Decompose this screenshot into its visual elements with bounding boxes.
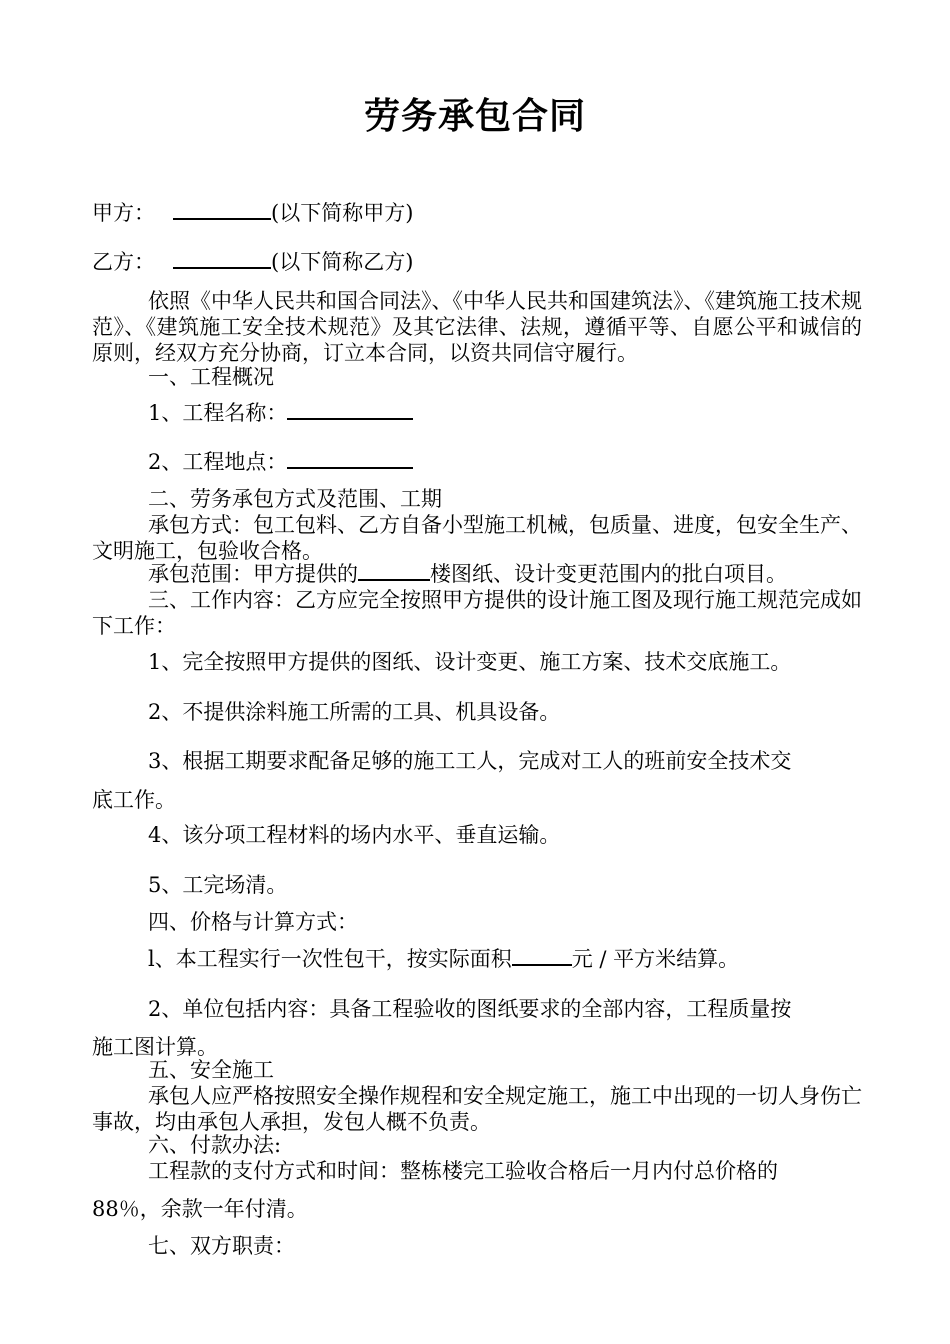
document-title: 劳务承包合同 (363, 95, 586, 137)
party-b-line (92, 249, 862, 275)
work-item-2: 2、不提供涂料施工所需的工具、机具设备。 (148, 700, 561, 724)
party-b-suffix: (以下简称乙方) (271, 250, 414, 274)
project-location-blank (287, 449, 413, 469)
party-a-suffix: (以下简称甲方) (271, 201, 414, 225)
contract-scope-line (148, 561, 862, 587)
unit-price-blank (512, 946, 572, 966)
payment-line-2: 88％，余款一年付清。 (92, 1197, 308, 1221)
contract-scope-label: 承包范围：甲方提供的 (148, 562, 358, 586)
party-a-blank (173, 200, 271, 220)
work-item-3-line-1: 3、根据工期要求配备足够的施工工人，完成对工人的班前安全技术交 (148, 749, 792, 773)
section-6-heading: 六、付款办法: (148, 1133, 282, 1157)
party-a-label: 甲方： (92, 201, 155, 225)
section-7-heading: 七、双方职责： (148, 1234, 295, 1258)
contract-scope-blank (358, 561, 430, 581)
project-name-line (148, 400, 862, 426)
price-item-2-line-1: 2、单位包括内容：具备工程验收的图纸要求的全部内容，工程质量按 (148, 997, 792, 1021)
safety-paragraph: 承包人应严格按照安全操作规程和安全规定施工，施工中出现的一切人身伤亡事故，均由承包人承担，发包人概不负责。 (92, 1084, 862, 1134)
section-4-heading: 四、价格与计算方式： (148, 910, 358, 934)
price-item-1-unit: 元 / 平方米结算。 (571, 947, 740, 971)
contract-method: 承包方式：包工包料、乙方自备小型施工机械，包质量、进度，包安全生产、文明施工，包验收合格。 (92, 513, 862, 563)
section-2-heading: 二、劳务承包方式及范围、工期 (148, 487, 442, 511)
work-item-4: 4、该分项工程材料的场内水平、垂直运输。 (148, 823, 561, 847)
project-location-label: 2、工程地点： (148, 450, 288, 474)
section-5-heading: 五、安全施工 (148, 1058, 274, 1082)
project-name-blank (287, 400, 413, 420)
price-item-1-text: l、本工程实行一次性包干，按实际面积 (148, 947, 512, 971)
work-item-1: 1、完全按照甲方提供的图纸、设计变更、施工方案、技术交底施工。 (148, 650, 792, 674)
section-1-heading: 一、工程概况 (148, 365, 274, 389)
work-item-3-line-2: 底工作。 (92, 788, 176, 812)
payment-line-1: 工程款的支付方式和时间：整栋楼完工验收合格后一月内付总价格的 (148, 1159, 778, 1183)
section-3-heading: 三、工作内容：乙方应完全按照甲方提供的设计施工图及现行施工规范完成如下工作： (92, 588, 862, 638)
party-b-blank (173, 249, 271, 269)
party-a-line (92, 200, 862, 226)
intro-paragraph: 依照《中华人民共和国合同法》、《中华人民共和国建筑法》、《建筑施工技术规范》、《建筑施工安全技术规范》及其它法律、法规，遵循平等、自愿公平和诚信的原则，经双方充分协商，订立本合同，以资共同信守履行。 (92, 289, 862, 365)
contract-scope-rest: 楼图纸、设计变更范围内的批白项目。 (430, 562, 787, 586)
work-item-5: 5、工完场清。 (148, 873, 288, 897)
price-item-1 (148, 946, 862, 972)
project-location-line (148, 449, 862, 475)
price-item-2-line-2: 施工图计算。 (92, 1035, 218, 1059)
project-name-label: 1、工程名称： (148, 401, 288, 425)
party-b-label: 乙方： (92, 250, 155, 274)
